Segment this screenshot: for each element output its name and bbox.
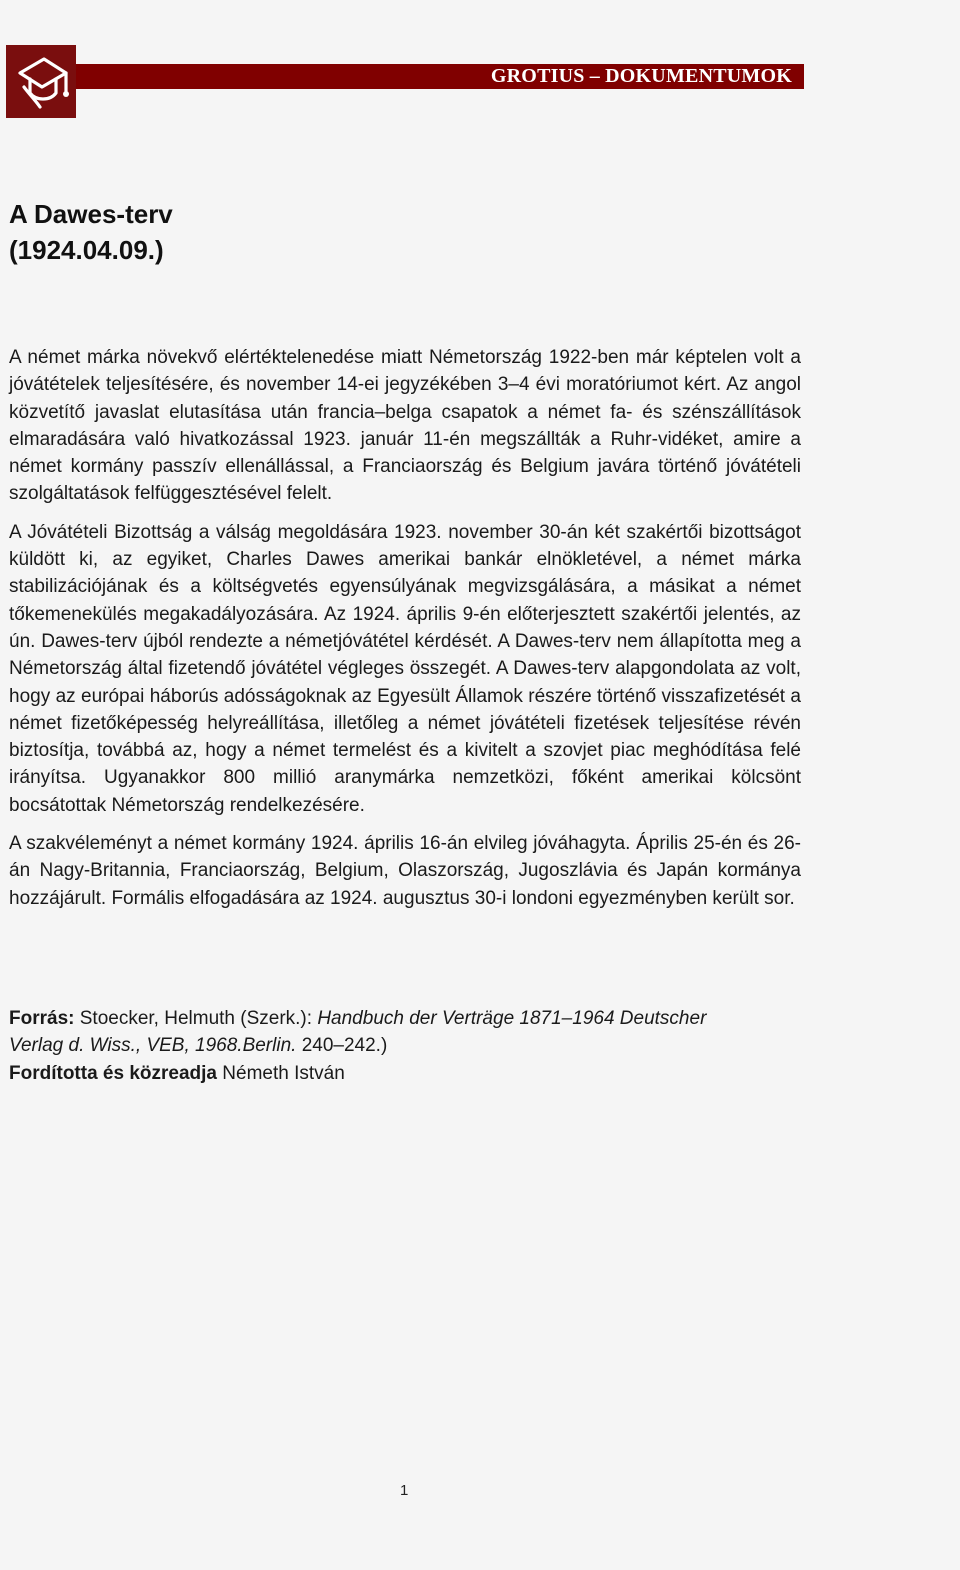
- source-line-1: [9, 1005, 801, 1032]
- source-pages: 240–242.): [296, 1035, 388, 1057]
- paragraph-2: A Jóvátételi Bizottság a válság megoldására 1923. november 30-án két szakértői bizottságot küldött ki, az egyiket, Charles Dawes amerikai bankár elnökletével, a német márka stabilizációjának és a költségvetés egyensúlyának megvizsgálására, a másikat a német tőkemenekülés megakadályozására. Az 1924. április 9-én előterjesztett szakértői jelentés, az ún. Dawes-terv újból rendezte a németjóvátétel kérdését. A Dawes-terv nem állapította meg a Németország által fizetendő jóvátétel végleges összegét. A Dawes-terv alapgondolata az volt, hogy az európai háborús adósságoknak az Egyesült Államok részére történő visszafizetését a német fizetőképesség helyreállítása, illetőleg a német jóvátételi fizetések teljesítése révén biztosítja, továbbá az, hogy a német termelést és a kivitelt a szovjet piac meghódítása felé irányítsa. Ugyanakkor 800 millió aranymárka nemzetközi, főként amerikai kölcsönt bocsátottak Németország rendelkezésére.: [9, 521, 801, 816]
- logo: [6, 45, 76, 118]
- title-line-1: A Dawes-terv: [9, 199, 173, 229]
- header-band: [76, 64, 804, 89]
- title-line-2: (1924.04.09.): [9, 235, 164, 265]
- translator-name: Németh István: [217, 1062, 345, 1084]
- page-header: [6, 45, 804, 118]
- source-citation: [9, 1005, 801, 1087]
- page-number: 1: [400, 1482, 409, 1499]
- source-line-2: [9, 1032, 801, 1059]
- source-work-line-2: Verlag d. Wiss., VEB, 1968.Berlin.: [9, 1035, 297, 1057]
- document-title: [9, 196, 173, 268]
- source-work-line-1: Handbuch der Verträge 1871–1964 Deutscher: [317, 1008, 707, 1029]
- source-label: Forrás:: [9, 1008, 75, 1029]
- graduation-cap-icon: [10, 51, 72, 113]
- translator-label: Fordította és közreadja: [9, 1062, 217, 1084]
- translator-line: [9, 1060, 801, 1087]
- source-editor: Stoecker, Helmuth (Szerk.):: [74, 1008, 318, 1029]
- brand-title: GROTIUS – DOKUMENTUMOK: [490, 65, 792, 87]
- document-body: [9, 344, 801, 923]
- paragraph-3: A szakvéleményt a német kormány 1924. április 16-án elvileg jóváhagyta. Április 25-én és 26-án Nagy-Britannia, Franciaország, Belgium, Olaszország, Jugoszlávia és Japán kormánya hozzájárult. Formális elfogadására az 1924. augusztus 30-i londoni egyezményben került sor.: [9, 833, 801, 909]
- paragraph-1: A német márka növekvő elértéktelenedése miatt Németország 1922-ben már képtelen volt a jóvátételek teljesítésére, és november 14-ei jegyzékében 3–4 évi moratóriumot kért. Az angol közvetítő javaslat elutasítása után francia–belga csapatok a német fa- és szénszállítások elmaradására való hivatkozással 1923. január 11-én megszállták a Ruhr-vidéket, amire a német kormány passzív ellenállással, a Franciaország és Belgium javára történő jóvátételi szolgáltatások felfüggesztésével felelt.: [9, 347, 801, 505]
